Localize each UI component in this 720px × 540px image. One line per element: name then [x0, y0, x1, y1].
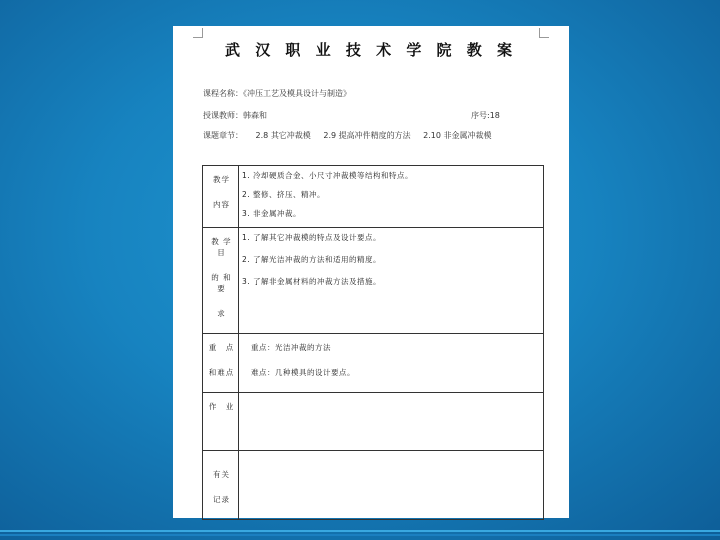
- lesson-plan-table: [202, 165, 544, 520]
- page-title: 武 汉 职 业 技 术 学 院 教 案: [224, 41, 517, 59]
- row-content: 1. 冷却硬质合金、小尺寸冲裁模等结构和特点。 2. 整修、挤压、精冲。 3. 非金属冲裁。: [239, 166, 544, 228]
- row-content: [239, 393, 544, 451]
- row-label: 有关 记录: [203, 451, 239, 520]
- topic-chapter: [203, 130, 502, 141]
- crop-mark: [539, 28, 549, 38]
- topic-item: 2.10 非金属冲裁模: [423, 131, 492, 140]
- table-row: [203, 228, 544, 334]
- course-name: 课程名称：《冲压工艺及模具设计与制造》: [203, 89, 351, 98]
- crop-mark: [193, 28, 203, 38]
- topic-item: 2.9 提高冲件精度的方法: [323, 131, 411, 140]
- table-row: [203, 393, 544, 451]
- row-label: 教学 内容: [203, 166, 239, 228]
- table-row: [203, 451, 544, 520]
- row-label: 重 点 和难点: [203, 334, 239, 393]
- document-page: [173, 26, 569, 518]
- table-row: [203, 166, 544, 228]
- background-stripe: [0, 534, 720, 536]
- row-label: 作 业: [203, 393, 239, 451]
- background-stripe: [0, 530, 720, 532]
- topic-label: 课题章节：: [203, 131, 243, 140]
- topic-item: 2.8 其它冲裁模: [255, 131, 311, 140]
- row-content: 重点：光洁冲裁的方法 难点：几种模具的设计要点。: [239, 334, 544, 393]
- table-row: [203, 334, 544, 393]
- teacher-name: 授课教师：韩森和: [203, 111, 267, 120]
- row-content: 1. 了解其它冲裁模的特点及设计要点。 2. 了解光洁冲裁的方法和适用的精度。 3. 了解非金属材料的冲裁方法及措施。: [239, 228, 544, 334]
- sequence-number: 序号:18: [471, 111, 500, 120]
- row-content: [239, 451, 544, 520]
- row-label: 教 学 目 的 和 要 求: [203, 228, 239, 334]
